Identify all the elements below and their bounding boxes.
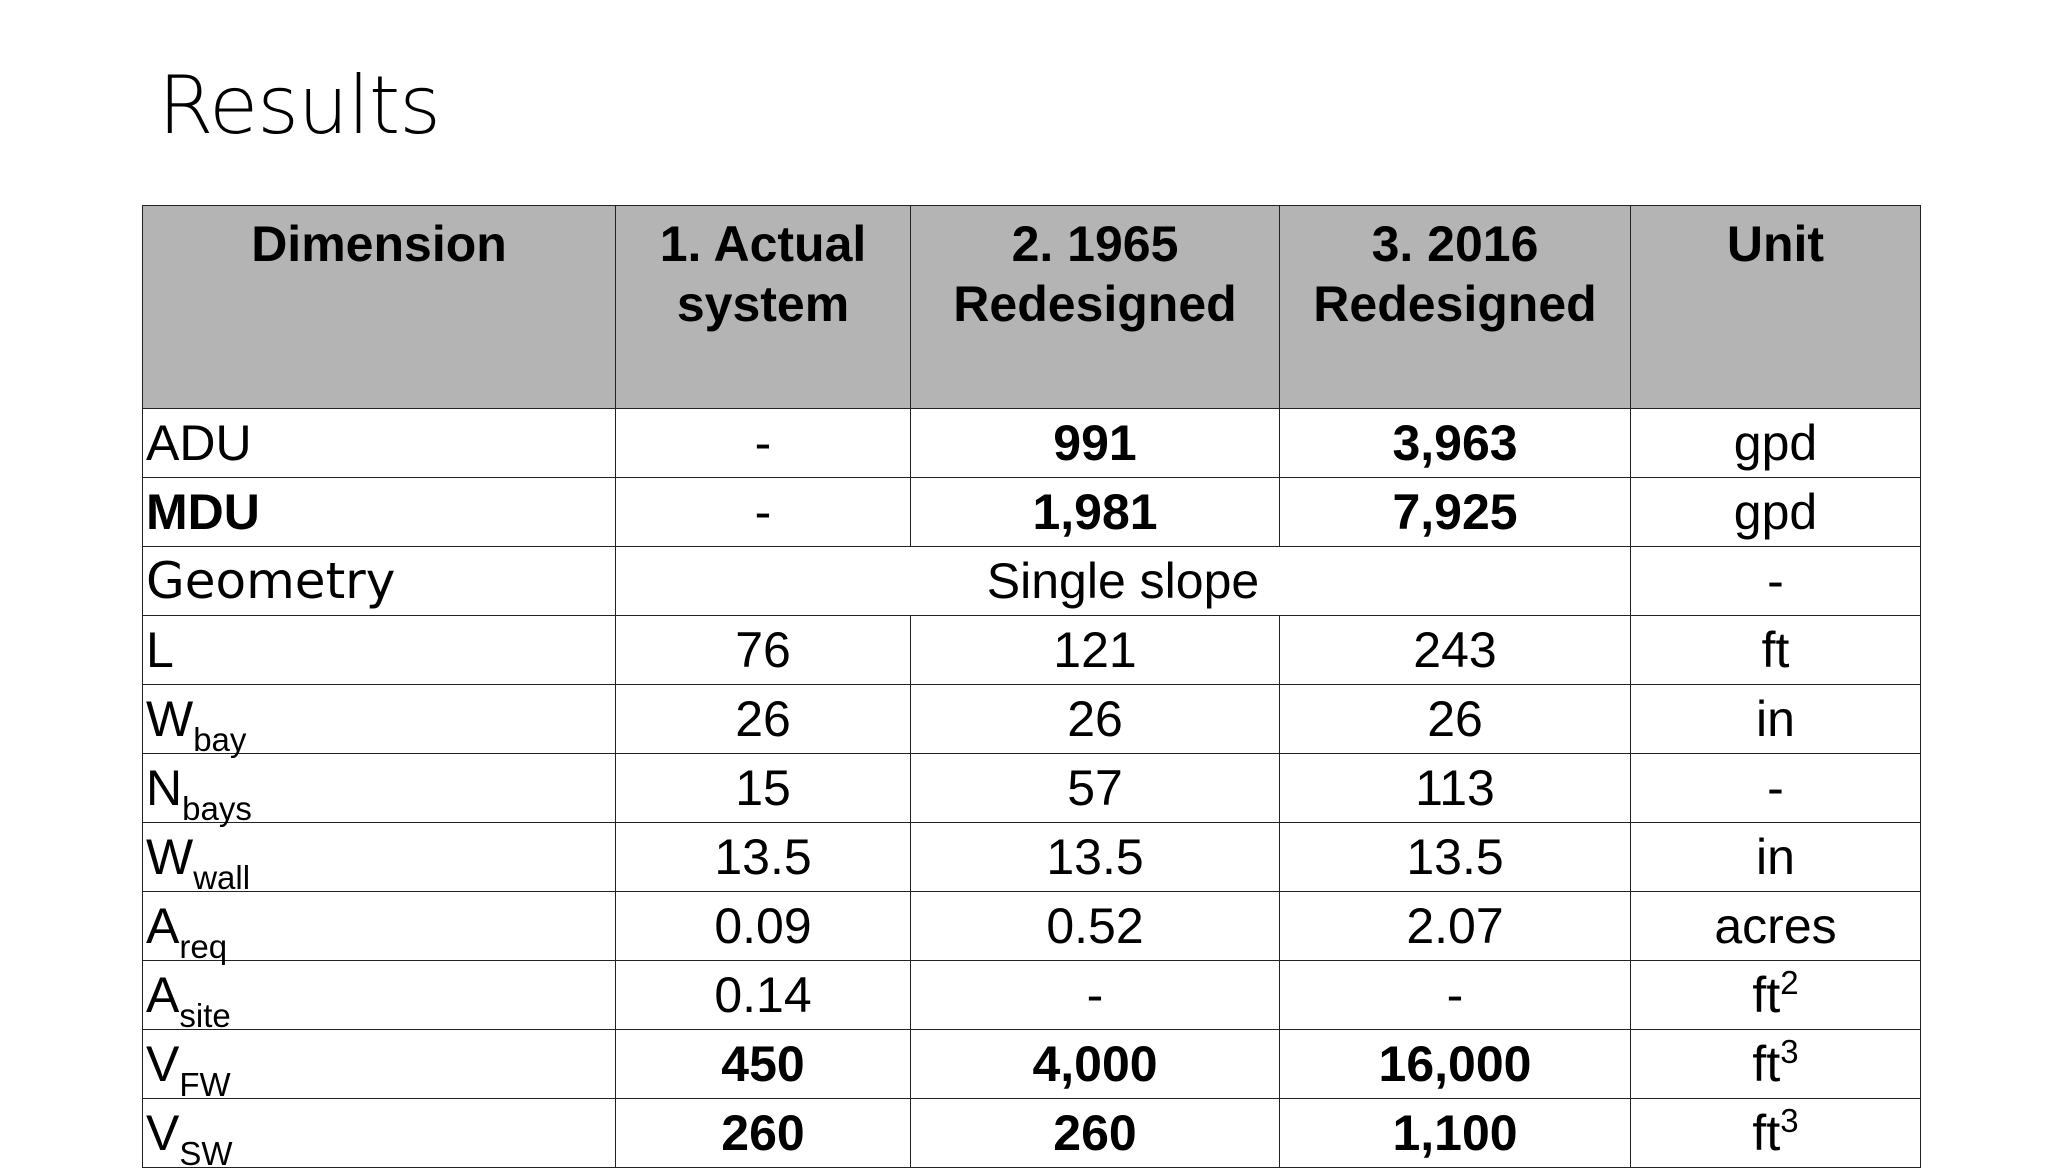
- cell-unit: in: [1631, 685, 1921, 754]
- cell-unit: -: [1631, 547, 1921, 616]
- row-n-bays: [143, 754, 1921, 823]
- cell-1965: 0.52: [911, 892, 1280, 961]
- row-mdu: [143, 478, 1921, 547]
- cell-unit: [1631, 1099, 1921, 1168]
- cell-actual: -: [616, 409, 911, 478]
- cell-actual: 260: [616, 1099, 911, 1168]
- cell-1965: 57: [911, 754, 1280, 823]
- cell-unit: [1631, 1030, 1921, 1099]
- cell-unit: acres: [1631, 892, 1921, 961]
- subscript: bay: [193, 720, 247, 758]
- symbol: A: [146, 898, 180, 954]
- cell-unit: ft: [1631, 616, 1921, 685]
- cell-1965: 991: [911, 409, 1280, 478]
- row-adu: [143, 409, 1921, 478]
- row-v-fw: [143, 1030, 1921, 1099]
- cell-2016: 13.5: [1280, 823, 1631, 892]
- unit-base: ft: [1752, 1105, 1781, 1161]
- row-geometry: [143, 547, 1921, 616]
- row-a-req: [143, 892, 1921, 961]
- symbol: V: [146, 1105, 180, 1161]
- subscript: SW: [179, 1134, 233, 1172]
- symbol: A: [146, 967, 180, 1023]
- row-label: [143, 1030, 616, 1103]
- row-label: [143, 823, 616, 896]
- cell-actual: -: [616, 478, 911, 547]
- subscript: FW: [179, 1065, 231, 1103]
- cell-2016: 7,925: [1280, 478, 1631, 547]
- header-unit: Unit: [1631, 206, 1921, 409]
- header-2016-redesigned: 3. 2016 Redesigned: [1280, 206, 1631, 409]
- cell-actual: 76: [616, 616, 911, 685]
- cell-actual: 0.09: [616, 892, 911, 961]
- cell-actual: 13.5: [616, 823, 911, 892]
- symbol: W: [146, 829, 194, 885]
- cell-2016: 113: [1280, 754, 1631, 823]
- symbol: W: [146, 691, 194, 747]
- cell-geometry-merged: Single slope: [616, 547, 1631, 616]
- cell-2016: -: [1280, 961, 1631, 1030]
- row-label: [143, 961, 616, 1034]
- row-label: [143, 685, 616, 758]
- cell-1965: 260: [911, 1099, 1280, 1168]
- results-table: [142, 205, 1921, 1172]
- header-1965-redesigned: 2. 1965 Redesigned: [911, 206, 1280, 409]
- cell-1965: 4,000: [911, 1030, 1280, 1099]
- cell-1965: 1,981: [911, 478, 1280, 547]
- cell-1965: 121: [911, 616, 1280, 685]
- header-actual-system: 1. Actual system: [616, 206, 911, 409]
- row-label: [143, 754, 616, 827]
- unit-base: ft: [1752, 967, 1781, 1023]
- subscript: wall: [193, 858, 251, 896]
- cell-unit: -: [1631, 754, 1921, 823]
- cell-unit: in: [1631, 823, 1921, 892]
- cell-actual: 26: [616, 685, 911, 754]
- row-w-bay: [143, 685, 1921, 754]
- cell-unit: gpd: [1631, 478, 1921, 547]
- cell-2016: 2.07: [1280, 892, 1631, 961]
- cell-actual: 450: [616, 1030, 911, 1099]
- cell-unit: gpd: [1631, 409, 1921, 478]
- row-v-sw: [143, 1099, 1921, 1168]
- unit-superscript: 3: [1780, 1032, 1799, 1070]
- symbol: N: [146, 760, 183, 816]
- symbol: V: [146, 1036, 180, 1092]
- cell-2016: 3,963: [1280, 409, 1631, 478]
- row-label: ADU: [143, 409, 616, 478]
- cell-2016: 243: [1280, 616, 1631, 685]
- row-label: Geometry: [143, 547, 616, 616]
- cell-2016: 1,100: [1280, 1099, 1631, 1168]
- cell-2016: 26: [1280, 685, 1631, 754]
- row-a-site: [143, 961, 1921, 1030]
- slide-title: Results: [158, 59, 440, 152]
- header-dimension: Dimension: [143, 206, 616, 409]
- row-label: MDU: [143, 478, 616, 547]
- subscript: site: [179, 996, 231, 1034]
- row-w-wall: [143, 823, 1921, 892]
- row-label: L: [143, 616, 616, 685]
- unit-superscript: 3: [1780, 1101, 1799, 1139]
- row-l: [143, 616, 1921, 685]
- unit-superscript: 2: [1780, 963, 1799, 1001]
- cell-actual: 15: [616, 754, 911, 823]
- cell-2016: 16,000: [1280, 1030, 1631, 1099]
- cell-actual: 0.14: [616, 961, 911, 1030]
- subscript: req: [179, 927, 228, 965]
- cell-1965: 13.5: [911, 823, 1280, 892]
- cell-unit: [1631, 961, 1921, 1030]
- cell-1965: 26: [911, 685, 1280, 754]
- cell-1965: -: [911, 961, 1280, 1030]
- row-label: [143, 1099, 616, 1172]
- unit-base: ft: [1752, 1036, 1781, 1092]
- subscript: bays: [182, 789, 252, 827]
- header-row: [143, 206, 1921, 409]
- row-label: [143, 892, 616, 965]
